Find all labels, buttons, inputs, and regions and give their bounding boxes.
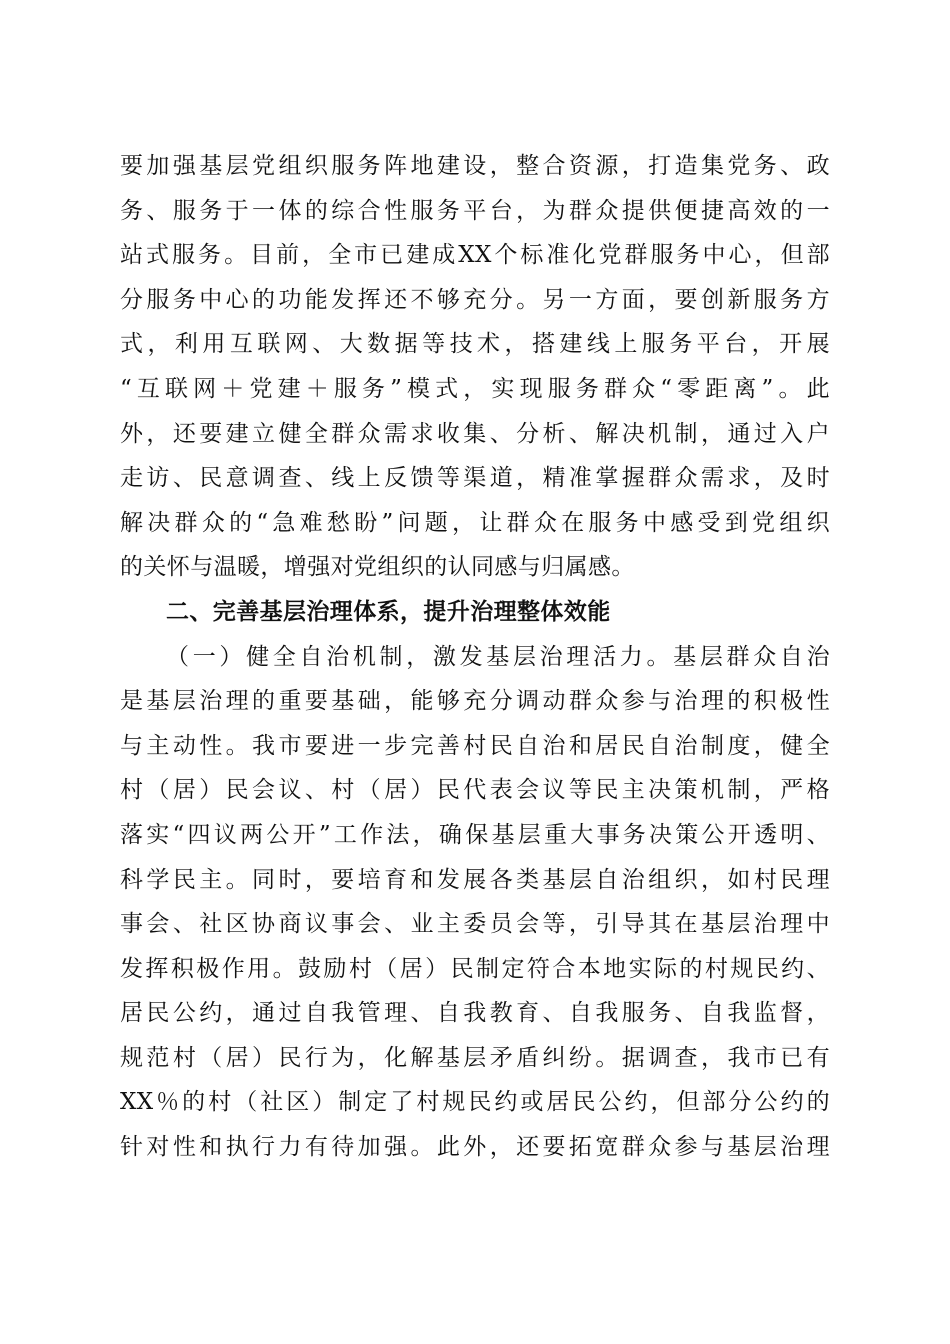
text-line: 村（居）民会议、村（居）民代表会议等民主决策机制，严格	[120, 777, 830, 804]
text-line: 发挥积极作用。鼓励村（居）民制定符合本地实际的村规民约、	[120, 955, 830, 982]
text-line: 站式服务。目前，全市已建成XX个标准化党群服务中心，但部	[120, 242, 830, 269]
text-line: 事会、社区协商议事会、业主委员会等，引导其在基层治理中	[120, 911, 830, 938]
text-line: 居民公约，通过自我管理、自我教育、自我服务、自我监督，	[120, 1000, 830, 1027]
subsection-lead-line: （一）健全自治机制，激发基层治理活力。基层群众自治	[166, 643, 830, 670]
text-line: 针对性和执行力有待加强。此外，还要拓宽群众参与基层治理	[120, 1134, 830, 1161]
body-text	[120, 144, 830, 1170]
text-line: 式，利用互联网、大数据等技术，搭建线上服务平台，开展	[120, 331, 830, 358]
text-line: 与主动性。我市要进一步完善村民自治和居民自治制度，健全	[120, 732, 830, 759]
text-line: 走访、民意调查、线上反馈等渠道，精准掌握群众需求，及时	[120, 465, 830, 492]
text-line: 落实“四议两公开”工作法，确保基层重大事务决策公开透明、	[120, 821, 830, 848]
text-line: XX％的村（社区）制定了村规民约或居民公约，但部分公约的	[120, 1089, 830, 1116]
text-line: 的关怀与温暖，增强对党组织的认同感与归属感。	[120, 554, 635, 581]
text-line: 务、服务于一体的综合性服务平台，为群众提供便捷高效的一	[120, 197, 830, 224]
text-line: 要加强基层党组织服务阵地建设，整合资源，打造集党务、政	[120, 153, 830, 179]
text-line: 分服务中心的功能发挥还不够充分。另一方面，要创新服务方	[120, 286, 830, 313]
text-line: 解决群众的“急难愁盼”问题，让群众在服务中感受到党组织	[120, 509, 830, 536]
section-heading: 二、完善基层治理体系，提升治理整体效能	[166, 598, 611, 625]
text-line: 规范村（居）民行为，化解基层矛盾纠纷。据调查，我市已有	[120, 1044, 830, 1071]
text-line: 外，还要建立健全群众需求收集、分析、解决机制，通过入户	[120, 420, 830, 447]
text-line: 科学民主。同时，要培育和发展各类基层自治组织，如村民理	[120, 866, 830, 893]
text-line: “互联网＋党建＋服务”模式，实现服务群众“零距离”。此	[120, 375, 830, 402]
text-line: 是基层治理的重要基础，能够充分调动群众参与治理的积极性	[120, 688, 830, 715]
